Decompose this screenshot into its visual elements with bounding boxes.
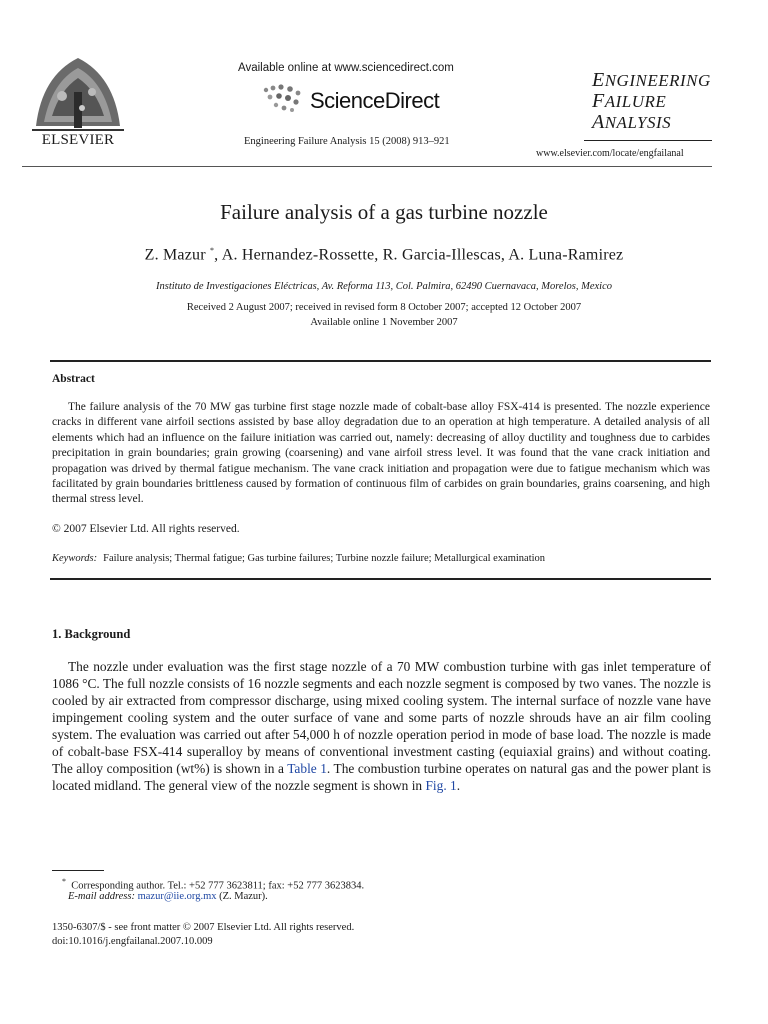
journal-title-divider	[584, 140, 712, 141]
available-online-text: Available online at www.sciencedirect.com	[238, 62, 454, 74]
journal-title	[592, 70, 732, 133]
keywords-list: Failure analysis; Thermal fatigue; Gas turbine failures; Turbine nozzle failure; Metallurgical examination	[103, 553, 546, 564]
abstract-top-rule	[50, 360, 711, 362]
journal-url-link[interactable]: www.elsevier.com/locate/engfailanal	[536, 148, 684, 159]
keywords-label: Keywords:	[52, 553, 98, 564]
journal-title-line-3: ANALYSIS	[592, 111, 672, 133]
footnote-corresponding: * Corresponding author. Tel.: +52 777 3623811; fax: +52 777 3623834.	[62, 877, 365, 892]
table-1-link[interactable]: Table 1	[287, 761, 327, 776]
abstract-copyright: © 2007 Elsevier Ltd. All rights reserved.	[52, 523, 240, 535]
footnote-divider	[52, 870, 104, 871]
abstract-bottom-rule	[50, 578, 711, 580]
sciencedirect-logo-text: ScienceDirect	[310, 88, 440, 113]
section-heading-background: 1. Background	[52, 627, 131, 641]
author-affiliation: Instituto de Investigaciones Eléctricas, Av. Reforma 113, Col. Palmira, 62490 Cuernavaca, Morelos, Mexico	[156, 281, 612, 292]
footnote-star: *	[62, 877, 66, 886]
publisher-name: ELSEVIER	[41, 132, 115, 148]
corresponding-author-marker[interactable]: *	[209, 246, 215, 255]
journal-reference: Engineering Failure Analysis 15 (2008) 913–921	[244, 136, 450, 147]
doi-line[interactable]: doi:10.1016/j.engfailanal.2007.10.009	[52, 936, 213, 947]
email-link[interactable]: mazur@iie.org.mx	[137, 891, 217, 902]
abstract-body: The failure analysis of the 70 MW gas turbine first stage nozzle made of cobalt-base alloy FSX-414 is presented. The nozzle experience cracks in different vane airfoil sections assisted by base alloy degradation due to an operation at high temperature. A detailed analysis of all elements which had an influence on the failure initiation was carried out, namely: decreasing of alloy ductility and toughness due to carbides precipitation in grain boundaries; grain growing (coarsening) and vane airfoil stress level. It was found that the vane crack initiation and propagation was drived by thermal fatigue mechanism. The vane crack initiation and propagation were due to fatigue mechanism which was facilitated by grain boundaries brittleness caused by formation of continuous film of carbides on grain boundaries, grains coarsening, and high thermal stress level.	[52, 401, 710, 506]
fig-1-link[interactable]: Fig. 1	[425, 778, 457, 793]
available-online-date: Available online 1 November 2007	[310, 317, 458, 328]
issn-line: 1350-6307/$ - see front matter © 2007 Elsevier Ltd. All rights reserved.	[52, 922, 355, 933]
article-history: Received 2 August 2007; received in revised form 8 October 2007; accepted 12 October 2007	[186, 302, 582, 313]
keywords	[52, 553, 545, 564]
author-list: Z. Mazur *, A. Hernandez-Rossette, R. Garcia-Illescas, A. Luna-Ramirez	[144, 246, 624, 264]
section-body-background: The nozzle under evaluation was the first stage nozzle of a 70 MW combustion turbine with gas inlet temperature of 1086 °C. The full nozzle consists of 16 nozzle segments and each nozzle segment is composed by two vanes. The nozzle is cooled by air extracted from compressor discharge, using mixed cooling system. The internal surface of nozzle vane have impingement cooling system and the outer surface of vane and some parts of nozzle shrouds have an air film cooling system. The evaluation was carried out after 54,000 h of nozzle operation period in mode of base load. The nozzle is made of cobalt-base FSX-414 superalloy by means of conventional investment casting (equiaxial grains) and without coating. The alloy composition (wt%) is shown in a Table 1. The combustion turbine operates on natural gas and the power plant is located midland. The general view of the nozzle segment is shown in Fig. 1.	[52, 659, 712, 793]
journal-title-line-2: FAILURE	[592, 90, 667, 112]
sciencedirect-dots-icon	[262, 84, 308, 114]
abstract-heading: Abstract	[52, 373, 95, 385]
footnote-email: E-mail address: mazur@iie.org.mx (Z. Mazur).	[68, 891, 268, 902]
journal-title-line-1: ENGINEERING	[592, 69, 711, 91]
article-title: Failure analysis of a gas turbine nozzle	[220, 200, 548, 224]
header-divider	[22, 166, 712, 167]
